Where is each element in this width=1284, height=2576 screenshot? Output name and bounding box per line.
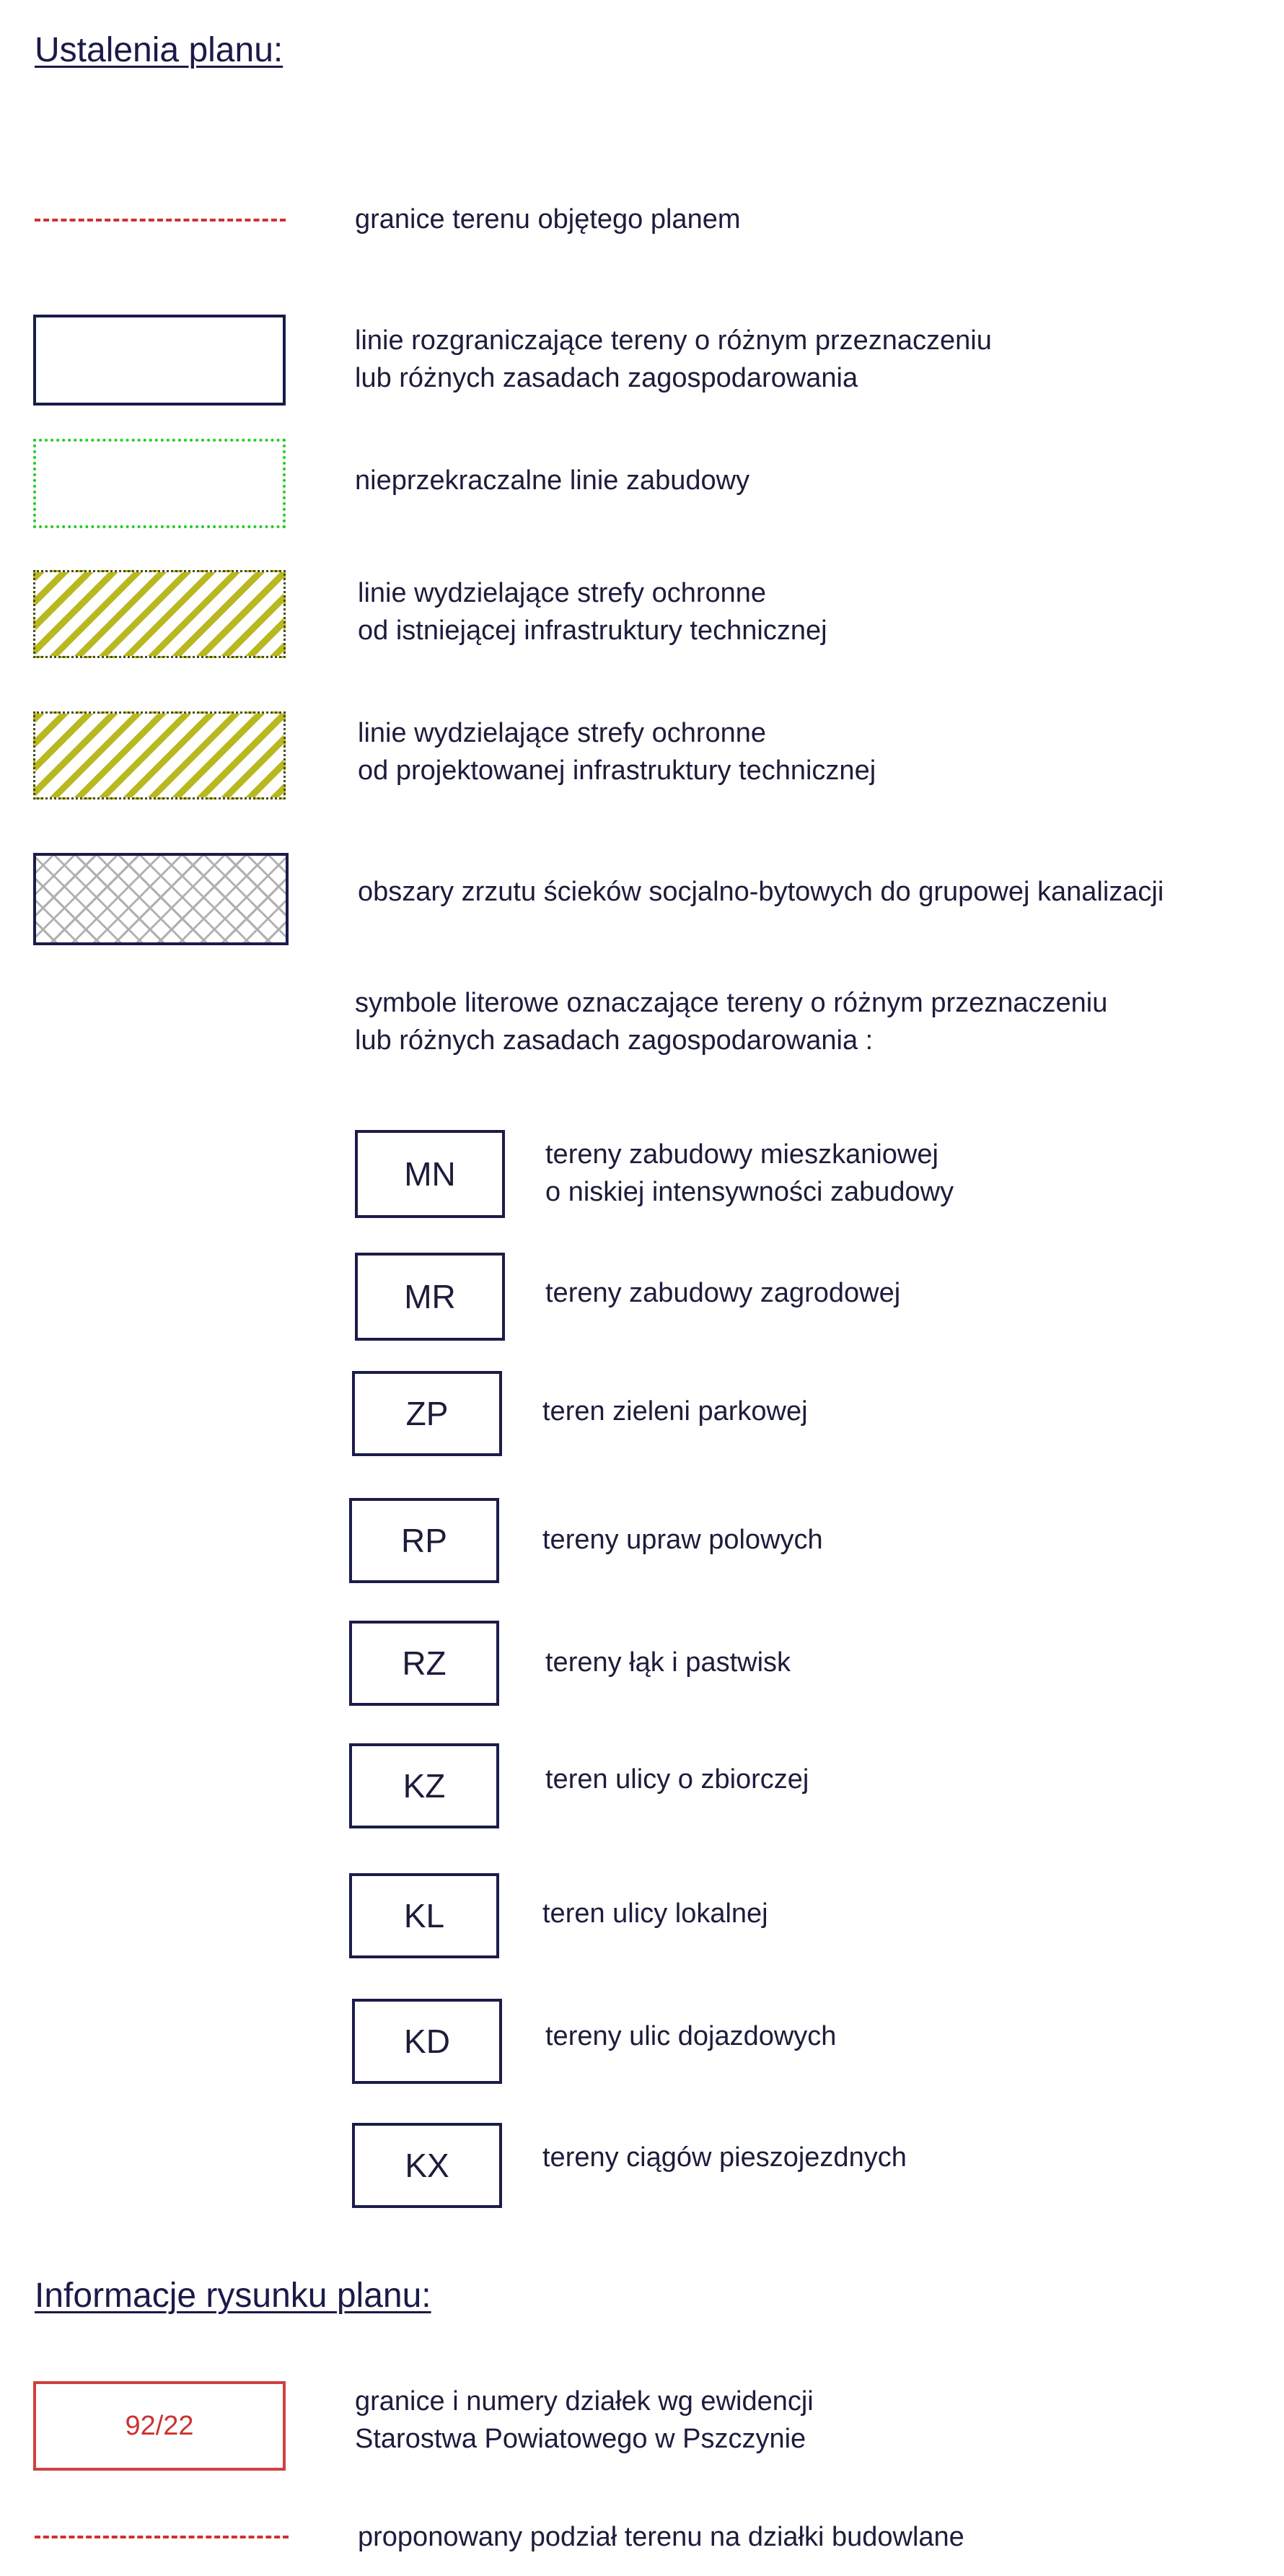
legend-desc-line: od projektowanej infrastruktury technicznej bbox=[358, 755, 876, 786]
symbol-desc-line: tereny zabudowy mieszkaniowej bbox=[545, 1139, 938, 1170]
symbol-box-zp: ZP bbox=[352, 1371, 502, 1456]
symbol-desc-line: tereny ciągów pieszojezdnych bbox=[542, 2142, 907, 2173]
symbol-box-rz: RZ bbox=[349, 1621, 499, 1706]
symbol-desc-line: tereny ulic dojazdowych bbox=[545, 2021, 837, 2051]
plan-boundary-dashed-line-icon bbox=[35, 219, 286, 222]
symbol-desc-rz bbox=[545, 1644, 791, 1681]
legend-desc-line: linie rozgraniczające tereny o różnym przeznaczeniu bbox=[355, 325, 992, 356]
legend-desc-projected-infrastructure bbox=[358, 714, 876, 789]
symbols-intro-line: lub różnych zasadach zagospodarowania : bbox=[355, 1025, 874, 1056]
legend-desc-line: od istniejącej infrastruktury technicznej bbox=[358, 615, 827, 646]
existing-infrastructure-zone-hatch-icon bbox=[33, 570, 286, 658]
sewage-discharge-area-crosshatch-icon bbox=[33, 853, 289, 945]
proposed-division-dashed-line-icon bbox=[35, 2536, 289, 2538]
symbol-desc-line: teren ulicy o zbiorczej bbox=[545, 1764, 809, 1795]
symbol-desc-zp bbox=[542, 1393, 808, 1430]
symbol-box-kd: KD bbox=[352, 1999, 502, 2084]
legend-desc-demarcation-lines bbox=[355, 322, 992, 397]
legend-desc-line: obszary zrzutu ścieków socjalno-bytowych do grupowej kanalizacji bbox=[358, 877, 1164, 907]
section-heading-drawing-info: Informacje rysunku planu: bbox=[35, 2277, 431, 2315]
symbol-box-kz: KZ bbox=[349, 1743, 499, 1828]
symbol-desc-mn bbox=[545, 1136, 954, 1211]
symbol-desc-line: tereny upraw polowych bbox=[542, 1525, 823, 1555]
symbols-intro-line: symbole literowe oznaczające tereny o różnym przeznaczeniu bbox=[355, 988, 1108, 1018]
info-desc-line: granice i numery działek wg ewidencji bbox=[355, 2386, 814, 2417]
info-desc-line: Starostwa Powiatowego w Pszczynie bbox=[355, 2424, 806, 2454]
projected-infrastructure-zone-hatch-icon bbox=[33, 711, 286, 799]
demarcation-line-swatch-icon bbox=[33, 315, 286, 406]
symbol-box-kl: KL bbox=[349, 1873, 499, 1958]
info-desc-proposed-division bbox=[358, 2518, 964, 2556]
symbol-box-mr: MR bbox=[355, 1253, 505, 1341]
symbol-desc-kz bbox=[545, 1761, 809, 1798]
symbol-desc-line: o niskiej intensywności zabudowy bbox=[545, 1177, 954, 1207]
section-heading-plan-settings: Ustalenia planu: bbox=[35, 31, 283, 69]
legend-desc-existing-infrastructure bbox=[358, 574, 827, 649]
symbol-box-kx: KX bbox=[352, 2123, 502, 2208]
symbol-desc-line: teren zieleni parkowej bbox=[542, 1396, 808, 1427]
legend-desc-line: nieprzekraczalne linie zabudowy bbox=[355, 465, 750, 496]
legend-desc-sewage-areas bbox=[358, 873, 1164, 911]
legend-desc-line: linie wydzielające strefy ochronne bbox=[358, 718, 767, 748]
symbol-box-mn: MN bbox=[355, 1130, 505, 1218]
legend-desc-building-lines bbox=[355, 462, 749, 499]
legend-desc-plan-boundary bbox=[355, 201, 741, 238]
symbol-desc-kl bbox=[542, 1895, 768, 1932]
symbol-desc-mr bbox=[545, 1274, 900, 1312]
legend-desc-line: granice terenu objętego planem bbox=[355, 204, 741, 235]
symbol-desc-line: tereny łąk i pastwisk bbox=[545, 1647, 791, 1678]
info-desc-parcels bbox=[355, 2383, 814, 2458]
legend-desc-line: linie wydzielające strefy ochronne bbox=[358, 578, 767, 608]
parcel-number-box: 92/22 bbox=[33, 2381, 286, 2471]
symbol-desc-line: teren ulicy lokalnej bbox=[542, 1898, 768, 1929]
info-desc-line: proponowany podział terenu na działki budowlane bbox=[358, 2522, 964, 2552]
symbol-desc-rp bbox=[542, 1521, 823, 1559]
legend-desc-line: lub różnych zasadach zagospodarowania bbox=[355, 363, 858, 393]
symbols-intro-text bbox=[355, 984, 1107, 1059]
symbol-desc-kd bbox=[545, 2018, 836, 2055]
symbol-desc-line: tereny zabudowy zagrodowej bbox=[545, 1278, 901, 1308]
symbol-desc-kx bbox=[542, 2139, 907, 2176]
building-line-swatch-icon bbox=[33, 439, 286, 528]
symbol-box-rp: RP bbox=[349, 1498, 499, 1583]
